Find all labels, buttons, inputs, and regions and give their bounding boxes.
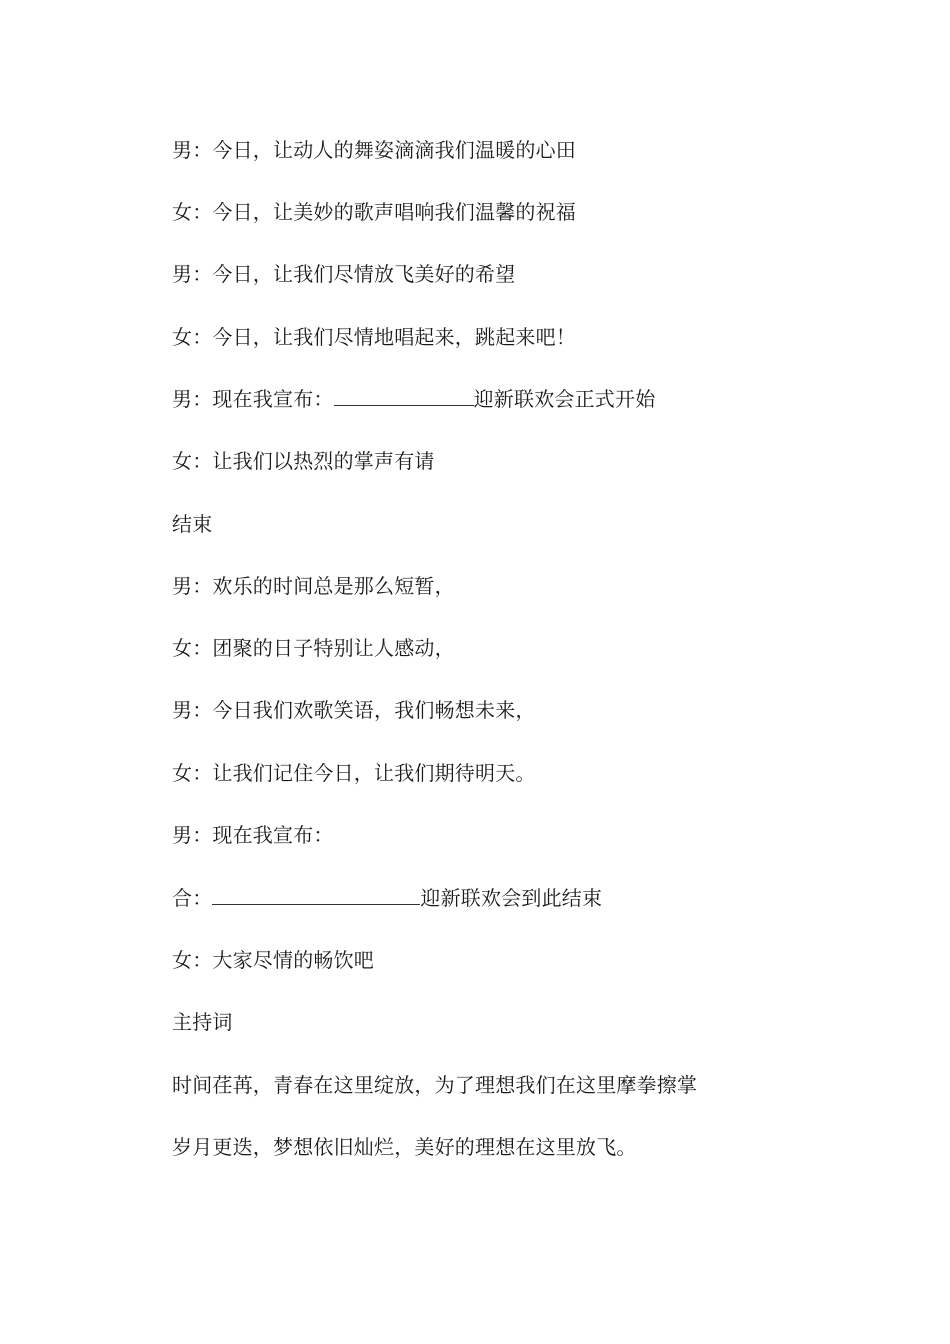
- dialogue-line-12: [172, 885, 602, 911]
- paragraph-line-1: 时间荏苒，青春在这里绽放，为了理想我们在这里摩拳擦掌: [172, 1073, 698, 1097]
- line-suffix: 迎新联欢会到此结束: [420, 886, 603, 910]
- fill-in-blank[interactable]: [334, 387, 474, 406]
- section-heading-host-script: 主持词: [172, 1010, 233, 1034]
- dialogue-line-6: 女：让我们以热烈的掌声有请: [172, 449, 435, 473]
- dialogue-line-9: 男：今日我们欢歌笑语，我们畅想未来，: [172, 698, 536, 722]
- dialogue-line-7: 男：欢乐的时间总是那么短暂，: [172, 574, 455, 598]
- dialogue-line-5: [172, 386, 655, 412]
- dialogue-line-4: 女：今日，让我们尽情地唱起来，跳起来吧！: [172, 325, 576, 349]
- line-suffix: 迎新联欢会正式开始: [473, 387, 656, 411]
- dialogue-line-2: 女：今日，让美妙的歌声唱响我们温馨的祝福: [172, 200, 576, 224]
- fill-in-blank[interactable]: [212, 886, 420, 905]
- line-prefix: 男：现在我宣布：: [172, 387, 334, 411]
- dialogue-line-13: 女：大家尽情的畅饮吧: [172, 948, 374, 972]
- paragraph-line-2: 岁月更迭，梦想依旧灿烂，美好的理想在这里放飞。: [172, 1135, 637, 1159]
- dialogue-line-8: 女：团聚的日子特别让人感动，: [172, 636, 455, 660]
- line-prefix: 合：: [172, 886, 213, 910]
- dialogue-line-10: 女：让我们记住今日，让我们期待明天。: [172, 761, 536, 785]
- dialogue-line-1: 男：今日，让动人的舞姿滴滴我们温暖的心田: [172, 138, 576, 162]
- section-heading-end: 结束: [172, 512, 213, 536]
- dialogue-line-3: 男：今日，让我们尽情放飞美好的希望: [172, 262, 516, 286]
- dialogue-line-11: 男：现在我宣布：: [172, 823, 334, 847]
